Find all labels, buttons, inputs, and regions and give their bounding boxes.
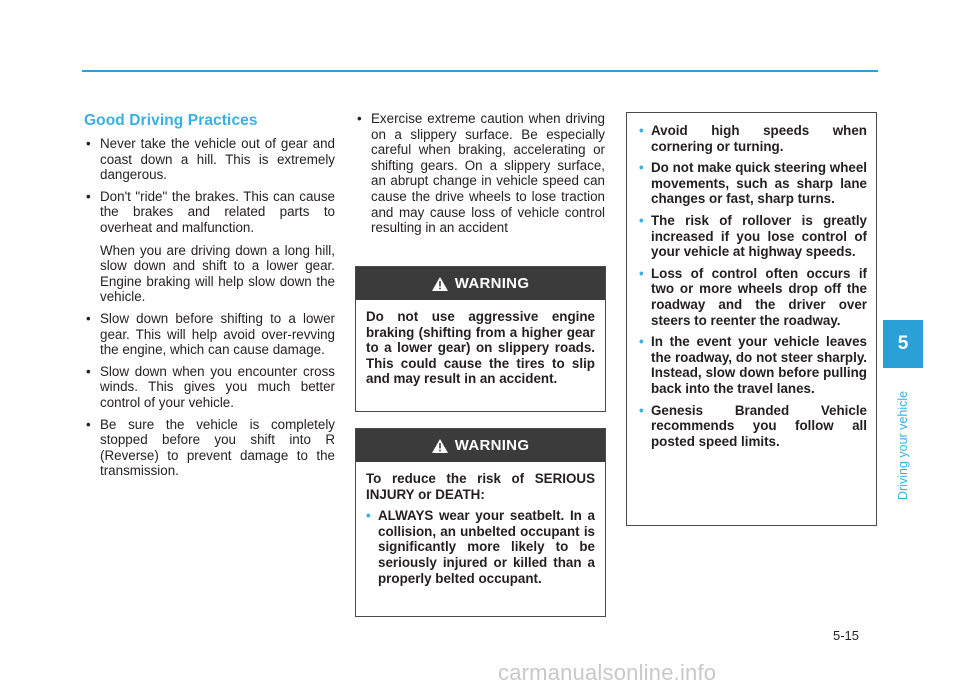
bullet-dot-icon: • <box>366 508 371 524</box>
list-item: • Never take the vehicle out of gear and coast down a hill. This is extremely dangerous. <box>84 136 335 183</box>
practices-list-continued <box>355 111 605 236</box>
warning-box-engine-braking <box>355 266 606 412</box>
warning-bullet-text: Genesis Branded Vehicle recommends you follow all posted speed limits. <box>651 402 867 449</box>
warning-triangle-icon <box>432 439 448 453</box>
warning-bullets <box>366 508 595 586</box>
bullet-dot-icon: • <box>639 334 644 350</box>
chapter-number: 5 <box>897 333 909 354</box>
column-2 <box>355 111 605 242</box>
watermark: carmanualsonline.info <box>498 660 717 685</box>
warning-body <box>356 300 605 387</box>
warning-bullet <box>639 266 867 328</box>
warning-triangle-icon <box>432 277 448 291</box>
top-rule <box>82 70 878 72</box>
column-1 <box>84 112 335 485</box>
bullet-dot-icon: • <box>639 265 644 281</box>
practices-list <box>84 136 335 479</box>
list-item <box>84 189 335 305</box>
warning-bullet-text: In the event your vehicle leaves the roadway, do not steer sharply. Instead, slow down before pulling back into the travel lanes. <box>651 334 867 396</box>
list-item: • Exercise extreme caution when driving on a slippery surface. Be especially careful when braking, accelerating or shifting gears. On a slippery surface, an abrupt change in vehicle speed can cause the drive wheels to lose traction and may cause loss of vehicle control resulting in an accident <box>355 111 605 236</box>
section-title: Good Driving Practices <box>84 112 258 129</box>
list-item: • Be sure the vehicle is completely stopped before you shift into R (Reverse) to prevent damage to the transmission. <box>84 417 335 479</box>
warning-bullet-text: ALWAYS wear your seatbelt. In a collision, an unbelted occupant is significantly more likely to be seriously injured or killed than a properly belted occupant. <box>378 508 595 586</box>
warning-bullet-text: Do not make quick steering wheel movements, such as sharp lane changes or fast, sharp turns. <box>651 160 867 207</box>
bullet-dot-icon: • <box>639 402 644 418</box>
chapter-tab <box>883 320 923 368</box>
bullet-dot-icon: • <box>639 123 644 138</box>
warning-bullet <box>639 123 867 154</box>
warning-header <box>356 267 605 300</box>
warning-box-continued <box>626 112 877 526</box>
warning-header <box>356 429 605 462</box>
warning-label: WARNING <box>454 437 530 454</box>
warning-bullet-text: The risk of rollover is greatly increased if you lose control of your vehicle at highway speeds. <box>651 212 867 260</box>
warning-text: Do not use aggressive engine braking (shifting from a higher gear to a lower gear) on slippery roads. This could cause the tires to slip and may result in an accident. <box>366 309 595 387</box>
warning-bullet <box>366 508 595 586</box>
warning-bullet <box>639 213 867 260</box>
list-item-text: Don't "ride" the brakes. This can cause the brakes and related parts to overheat and malfunction. <box>100 188 335 235</box>
list-item: • Slow down when you encounter cross winds. This gives you much better control of your vehicle. <box>84 364 335 411</box>
warning-body <box>356 462 605 586</box>
warning-bullet <box>639 334 867 396</box>
warning-label: WARNING <box>454 275 530 292</box>
warning-intro: To reduce the risk of SERIOUS INJURY or DEATH: <box>366 471 595 502</box>
list-item: • Slow down before shifting to a lower gear. This will help avoid over-revving the engine, which can cause damage. <box>84 311 335 358</box>
warning-bullets <box>639 123 867 449</box>
chapter-title: Driving your vehicle <box>896 390 910 500</box>
warning-bullet-text: Avoid high speeds when cornering or turning. <box>651 123 867 154</box>
sub-paragraph: When you are driving down a long hill, slow down and shift to a lower gear. Engine braking will help slow down the vehicle. <box>100 242 335 305</box>
warning-bullet-text: Loss of control often occurs if two or more wheels drop off the roadway and the driver over steers to reenter the roadway. <box>651 265 867 328</box>
warning-bullet <box>639 160 867 207</box>
page-number: 5-15 <box>833 628 860 643</box>
warning-bullet <box>639 403 867 450</box>
warning-box-seatbelt <box>355 428 606 617</box>
bullet-dot-icon: • <box>639 160 644 176</box>
bullet-dot-icon: • <box>639 212 644 228</box>
